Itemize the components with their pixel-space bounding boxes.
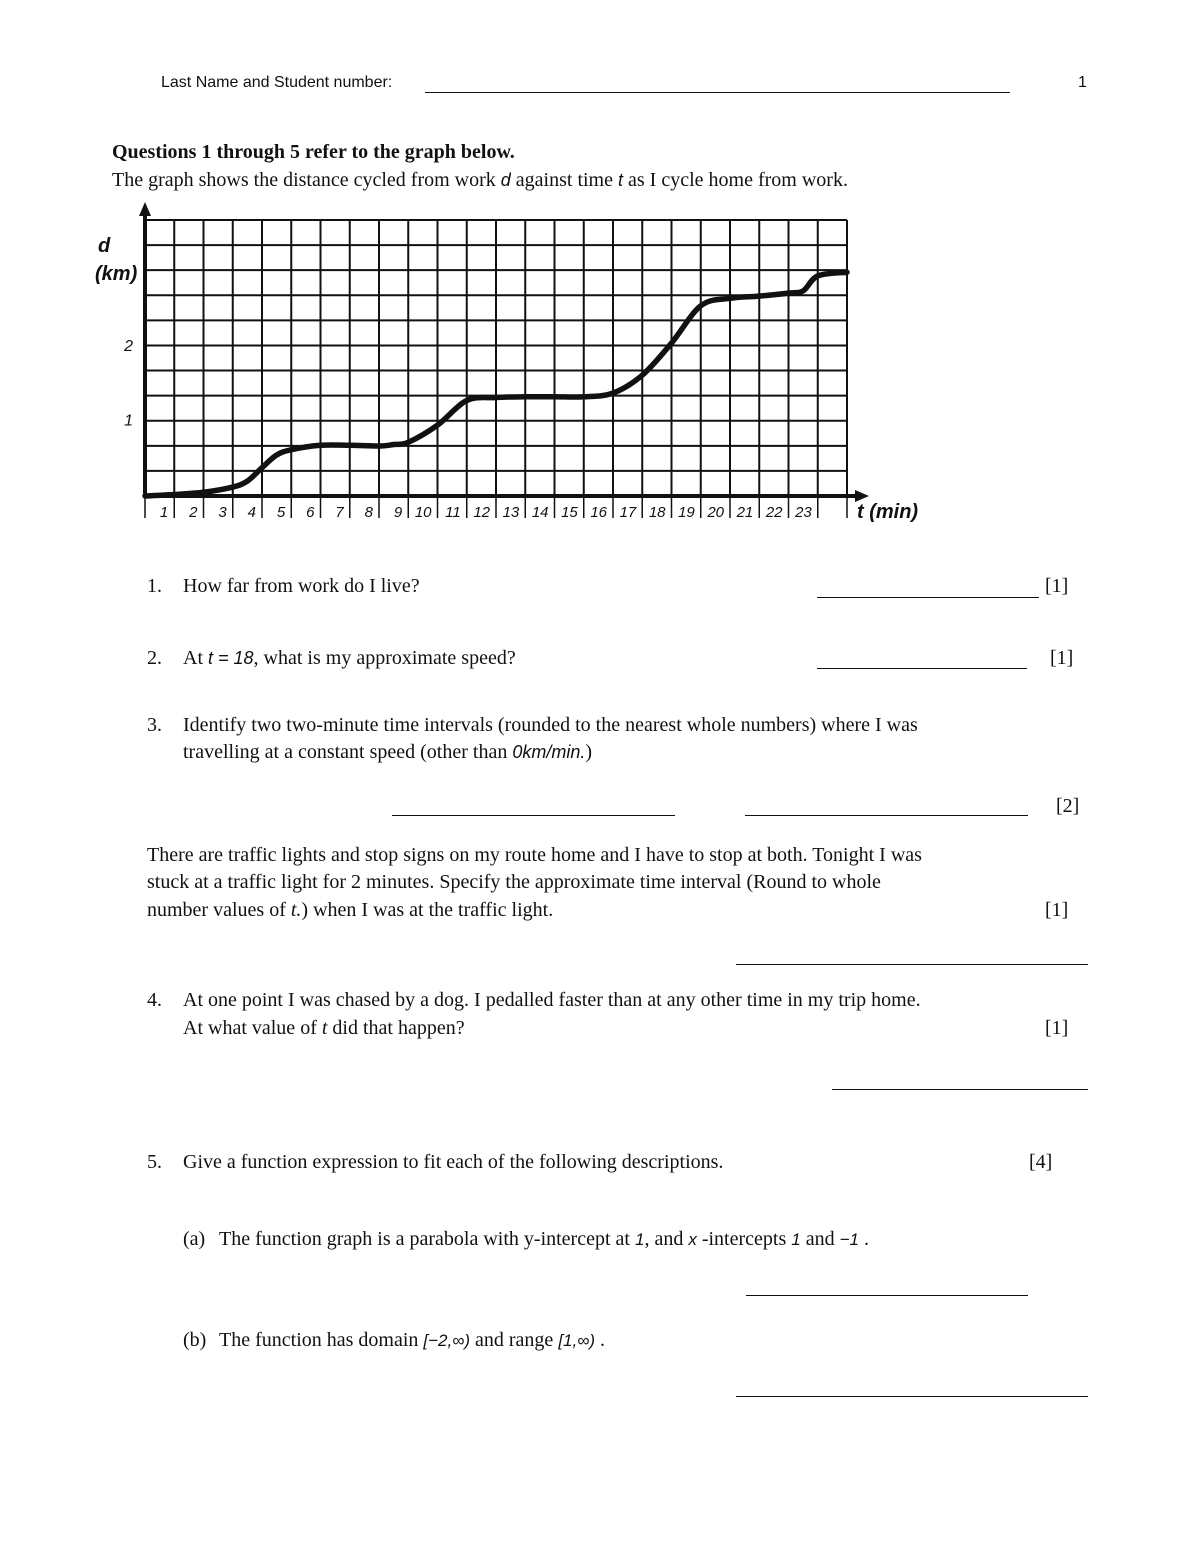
x-tick-label: 22 [765,504,783,521]
q5-text: Give a function expression to fit each of the following descriptions. [183,1151,724,1173]
q3-number: 3. [147,714,162,736]
q1-marks: [1] [1045,575,1069,597]
x-tick-label: 10 [414,504,432,521]
x-tick-label: 16 [590,504,607,521]
intro-var-t: t [618,170,624,190]
q5b-label: (b) [183,1329,207,1351]
q5a-text-3: -intercepts [696,1228,792,1250]
graph-x-tick-labels [160,504,812,521]
q5-marks: [4] [1029,1151,1053,1173]
q5b-text-1: The function has domain [219,1329,424,1351]
traffic-answer-line[interactable] [736,964,1088,965]
q1-text: How far from work do I live? [183,575,420,597]
intro-var-d: d [500,170,511,190]
q2-marks: [1] [1050,647,1074,669]
q3-line1: Identify two two-minute time intervals (rounded to the nearest whole numbers) where I was [183,714,918,736]
q3-answer-line-1[interactable] [392,815,675,816]
traffic-marks: [1] [1045,899,1069,921]
distance-time-graph [80,200,960,540]
x-tick-label: 8 [364,504,373,521]
x-tick-label: 12 [473,504,490,521]
q3-line2 [183,741,592,764]
traffic-line1: There are traffic lights and stop signs on my route home and I have to stop at both. Tonight I was [147,844,922,866]
q4-answer-line[interactable] [832,1089,1088,1090]
x-tick-label: 1 [159,504,169,521]
q5b-text [219,1329,605,1352]
intro-text-3: as I cycle home from work. [623,169,848,191]
q5b-domain: [−2,∞) [423,1331,471,1350]
y-axis-label-d: d [98,235,111,257]
q5a-text [219,1228,869,1251]
q2-text-a: At [183,647,208,669]
q4-text-a: At what value of [183,1017,322,1039]
x-tick-label: 5 [276,504,286,521]
q5b-text-2: and range [470,1329,559,1351]
q5a-answer-line[interactable] [746,1295,1028,1296]
y-axis-arrow [139,202,151,216]
q5a-label: (a) [183,1228,206,1250]
x-tick-label: 20 [707,504,724,521]
page-number: 1 [1078,74,1087,91]
q5-number: 5. [147,1151,162,1173]
x-tick-label: 6 [306,504,315,521]
q5a-text-1: The function graph is a parabola with y-intercept at [219,1228,635,1250]
q5a-text-5: . [858,1228,869,1250]
graph-grid [145,220,847,496]
q5a-math-2: x [688,1230,697,1249]
x-tick-label: 7 [335,504,344,521]
x-tick-label: 2 [189,504,198,521]
traffic-line2: stuck at a traffic light for 2 minutes. Specify the approximate time interval (Round to whole [147,871,881,893]
q2-text-b: , what is my approximate speed? [253,647,516,669]
x-tick-label: 4 [247,504,256,521]
x-tick-label: 17 [619,504,637,521]
q4-line1: At one point I was chased by a dog. I pedalled faster than at any other time in my trip home. [183,989,921,1011]
q3-units: 0km/min. [512,742,586,762]
q4-text-c: did that happen? [327,1017,465,1039]
y-axis-label-units: (km) [95,263,138,285]
intro-text-1: The graph shows the distance cycled from work [112,169,501,191]
q2-expression: t = 18 [208,648,254,668]
header-label: Last Name and Student number: [161,74,393,91]
traffic-text-a: number values of [147,899,291,921]
intro-text-2: against time [510,169,618,191]
section-heading: Questions 1 through 5 refer to the graph below. [112,141,515,163]
graph-axis-labels [95,235,918,523]
x-tick-label: 18 [648,504,666,521]
q3-text-c: ) [585,741,593,763]
x-tick-label: 9 [393,504,403,521]
q5a-math-1: 1 [634,1230,645,1249]
q2-answer-line[interactable] [817,668,1027,669]
q5b-range: [1,∞) [558,1331,595,1350]
q3-text-a: travelling at a constant speed (other than [183,741,513,763]
student-name-field[interactable] [425,92,1010,93]
x-tick-label: 21 [736,504,754,521]
traffic-line3 [147,899,553,922]
x-axis-label: t (min) [857,501,919,523]
y-tick-label: 1 [124,412,133,430]
graph-y-tick-labels [123,338,133,430]
q3-marks: [2] [1056,795,1080,817]
x-tick-label: 19 [678,504,695,521]
q5a-math-3: 1 [791,1230,801,1249]
q5b-text-3: . [595,1329,605,1351]
q5a-text-4: and [800,1228,840,1250]
q4-marks: [1] [1045,1017,1069,1039]
x-tick-label: 14 [531,504,549,521]
q4-var-t: t [321,1017,328,1039]
q5b-answer-line[interactable] [736,1396,1088,1397]
q2-text [183,647,516,670]
x-tick-label: 11 [445,504,461,521]
q4-number: 4. [147,989,162,1011]
x-tick-label: 15 [561,504,578,521]
q1-number: 1. [147,575,162,597]
traffic-text-c: ) when I was at the traffic light. [301,899,554,921]
intro-sentence [112,169,848,192]
q3-answer-line-2[interactable] [745,815,1028,816]
y-tick-label: 2 [124,337,133,355]
traffic-var-t: t. [290,899,302,921]
x-tick-label: 13 [502,504,520,521]
q5a-text-2: , and [644,1228,689,1250]
x-tick-label: 3 [218,504,227,521]
x-tick-label: 23 [795,504,812,521]
q4-line2 [183,1017,465,1040]
q1-answer-line[interactable] [817,597,1039,598]
q2-number: 2. [147,647,162,669]
q5a-math-4: −1 [839,1230,859,1249]
